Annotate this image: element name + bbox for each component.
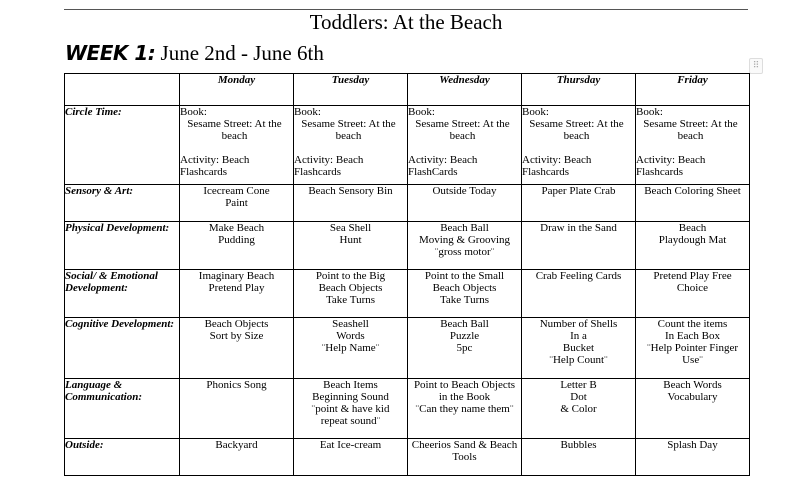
activity-line: Imaginary Beach — [198, 270, 275, 282]
activity-line: In a — [570, 330, 587, 342]
activity-line: Moving & Grooving — [418, 234, 511, 246]
activity-line: Bucket — [562, 342, 595, 354]
activity-line: Pudding — [218, 234, 255, 246]
activity-line: Choice — [676, 282, 709, 294]
table-row-sensory-art — [65, 185, 750, 222]
activity-cell — [180, 270, 294, 318]
table-row-cognitive-development — [65, 318, 750, 379]
activity-line: Letter B — [560, 379, 597, 391]
activity-cell — [408, 222, 522, 270]
activity-cell — [522, 185, 636, 222]
activity-line: Cheerios Sand & Beach — [411, 439, 518, 451]
activity-line: Number of Shells — [539, 318, 618, 330]
activity-line: Sea Shell — [329, 222, 372, 234]
activity-line: Dot — [570, 391, 587, 403]
activity-line: Beach — [678, 222, 707, 234]
page-title: Toddlers: At the Beach — [309, 10, 503, 34]
activity-line: Point to Beach Objects — [413, 379, 516, 391]
table-move-handle-icon[interactable]: ⠿ — [749, 58, 763, 74]
circle-time-cell — [180, 106, 294, 185]
row-label: Circle Time: — [65, 106, 180, 185]
activity-line: Pretend Play — [208, 282, 265, 294]
activity-line: Point to the Big — [315, 270, 386, 282]
activity-cell — [636, 318, 750, 379]
book-label: Book: — [408, 106, 435, 118]
activity-line: ¨Help Name¨ — [321, 342, 380, 354]
circle-time-cell — [522, 106, 636, 185]
activity-line: Seashell — [332, 318, 369, 330]
activity-line: in the Book — [438, 391, 491, 403]
activity-cell — [636, 379, 750, 439]
row-label: Social/ & Emotional Development: — [65, 270, 180, 318]
activity-cell — [636, 222, 750, 270]
activity-line: Playdough Mat — [658, 234, 727, 246]
activity-line: ¨Help Count¨ — [549, 354, 608, 366]
activity-cell — [636, 185, 750, 222]
week-label: WEEK 1: — [65, 41, 156, 65]
activity-cell — [522, 379, 636, 439]
activity-cell — [180, 222, 294, 270]
book-title: Sesame Street: At the beach — [187, 118, 282, 142]
table-row-circle-time — [65, 106, 750, 185]
row-label: Physical Development: — [65, 222, 180, 270]
table-row-physical-development — [65, 222, 750, 270]
book-title: Sesame Street: At the beach — [643, 118, 738, 142]
activity-line: Pretend Play Free — [653, 270, 732, 282]
activity-line: Beach Ball — [440, 222, 489, 234]
activity-cell — [294, 270, 408, 318]
row-label: Language & Communication: — [65, 379, 180, 439]
book-title: Sesame Street: At the beach — [415, 118, 510, 142]
activity-line: Beach Sensory Bin — [308, 185, 393, 197]
day-header-wednesday: Wednesday — [408, 74, 522, 106]
activity-line: Beach Items — [323, 379, 378, 391]
book-label: Book: — [522, 106, 549, 118]
activity-line: repeat sound¨ — [320, 415, 381, 427]
activity-line: Make Beach — [208, 222, 265, 234]
activity-text: Activity: Beach Flashcards — [636, 154, 706, 178]
activity-line: Paper Plate Crab — [541, 185, 616, 197]
circle-time-cell — [636, 106, 750, 185]
activity-line: Puzzle — [449, 330, 480, 342]
activity-line: Icecream Cone — [203, 185, 270, 197]
activity-cell — [180, 439, 294, 476]
activity-text: Activity: Beach Flashcards — [522, 154, 592, 178]
book-title: Sesame Street: At the beach — [529, 118, 624, 142]
activity-line: Beach Objects — [432, 282, 497, 294]
activity-line: ¨gross motor¨ — [434, 246, 495, 258]
activity-line: Eat Ice-cream — [319, 439, 382, 451]
day-header-friday: Friday — [636, 74, 750, 106]
activity-line: Take Turns — [439, 294, 490, 306]
activity-line: Beach Objects — [204, 318, 269, 330]
table-row-social-emotional-development — [65, 270, 750, 318]
activity-line: Crab Feeling Cards — [535, 270, 622, 282]
activity-line: Beach Objects — [318, 282, 383, 294]
activity-line: & Color — [560, 403, 597, 415]
activity-line: ¨Can they name them¨ — [415, 403, 514, 415]
activity-text: Activity: Beach FlashCards — [408, 154, 478, 178]
activity-cell — [522, 270, 636, 318]
day-header-thursday: Thursday — [522, 74, 636, 106]
activity-line: Point to the Small — [424, 270, 505, 282]
activity-line: Splash Day — [667, 439, 718, 451]
activity-line: Sort by Size — [209, 330, 264, 342]
activity-text: Activity: Beach Flashcards — [180, 154, 250, 178]
table-row-language-communication — [65, 379, 750, 439]
book-label: Book: — [636, 106, 663, 118]
activity-line: ¨point & have kid — [311, 403, 390, 415]
activity-line: Count the items — [657, 318, 728, 330]
activity-line: Paint — [225, 197, 248, 209]
activity-line: Use¨ — [682, 354, 703, 366]
activity-cell — [522, 318, 636, 379]
activity-line: Beginning Sound — [312, 391, 389, 403]
activity-cell — [294, 185, 408, 222]
activity-cell — [294, 439, 408, 476]
activity-cell — [636, 439, 750, 476]
activity-cell — [522, 222, 636, 270]
week-dates: June 2nd - June 6th — [160, 41, 324, 65]
activity-cell — [408, 379, 522, 439]
row-label: Cognitive Development: — [65, 318, 180, 379]
activity-line: Words — [336, 330, 365, 342]
activity-cell — [180, 318, 294, 379]
activity-cell — [408, 318, 522, 379]
activity-line: Beach Coloring Sheet — [644, 185, 741, 197]
lesson-plan-table — [64, 73, 750, 476]
activity-line: Bubbles — [560, 439, 597, 451]
table-row-outside — [65, 439, 750, 476]
activity-line: Vocabulary — [667, 391, 718, 403]
day-header-monday: Monday — [180, 74, 294, 106]
activity-line: Beach Ball — [440, 318, 489, 330]
activity-line: Tools — [452, 451, 477, 463]
circle-time-cell — [408, 106, 522, 185]
activity-cell — [180, 185, 294, 222]
activity-cell — [294, 222, 408, 270]
book-title: Sesame Street: At the beach — [301, 118, 396, 142]
activity-line: Draw in the Sand — [540, 222, 617, 234]
activity-line: Backyard — [215, 439, 258, 451]
activity-line: In Each Box — [665, 330, 720, 342]
activity-cell — [408, 439, 522, 476]
activity-cell — [636, 270, 750, 318]
activity-cell — [180, 379, 294, 439]
activity-line: ¨Help Pointer Finger — [646, 342, 739, 354]
activity-cell — [294, 318, 408, 379]
activity-cell — [408, 185, 522, 222]
activity-line: 5pc — [456, 342, 473, 354]
row-label: Outside: — [65, 439, 180, 476]
book-label: Book: — [180, 106, 207, 118]
activity-line: Hunt — [339, 234, 362, 246]
activity-text: Activity: Beach Flashcards — [294, 154, 364, 178]
table-header-row — [65, 74, 750, 106]
activity-line: Phonics Song — [206, 379, 267, 391]
activity-line: Outside Today — [432, 185, 497, 197]
week-heading — [65, 40, 324, 66]
activity-cell — [294, 379, 408, 439]
book-label: Book: — [294, 106, 321, 118]
activity-cell — [408, 270, 522, 318]
row-label: Sensory & Art: — [65, 185, 180, 222]
corner-cell — [65, 74, 180, 106]
activity-line: Beach Words — [663, 379, 722, 391]
activity-line: Take Turns — [325, 294, 376, 306]
activity-cell — [522, 439, 636, 476]
day-header-tuesday: Tuesday — [294, 74, 408, 106]
circle-time-cell — [294, 106, 408, 185]
